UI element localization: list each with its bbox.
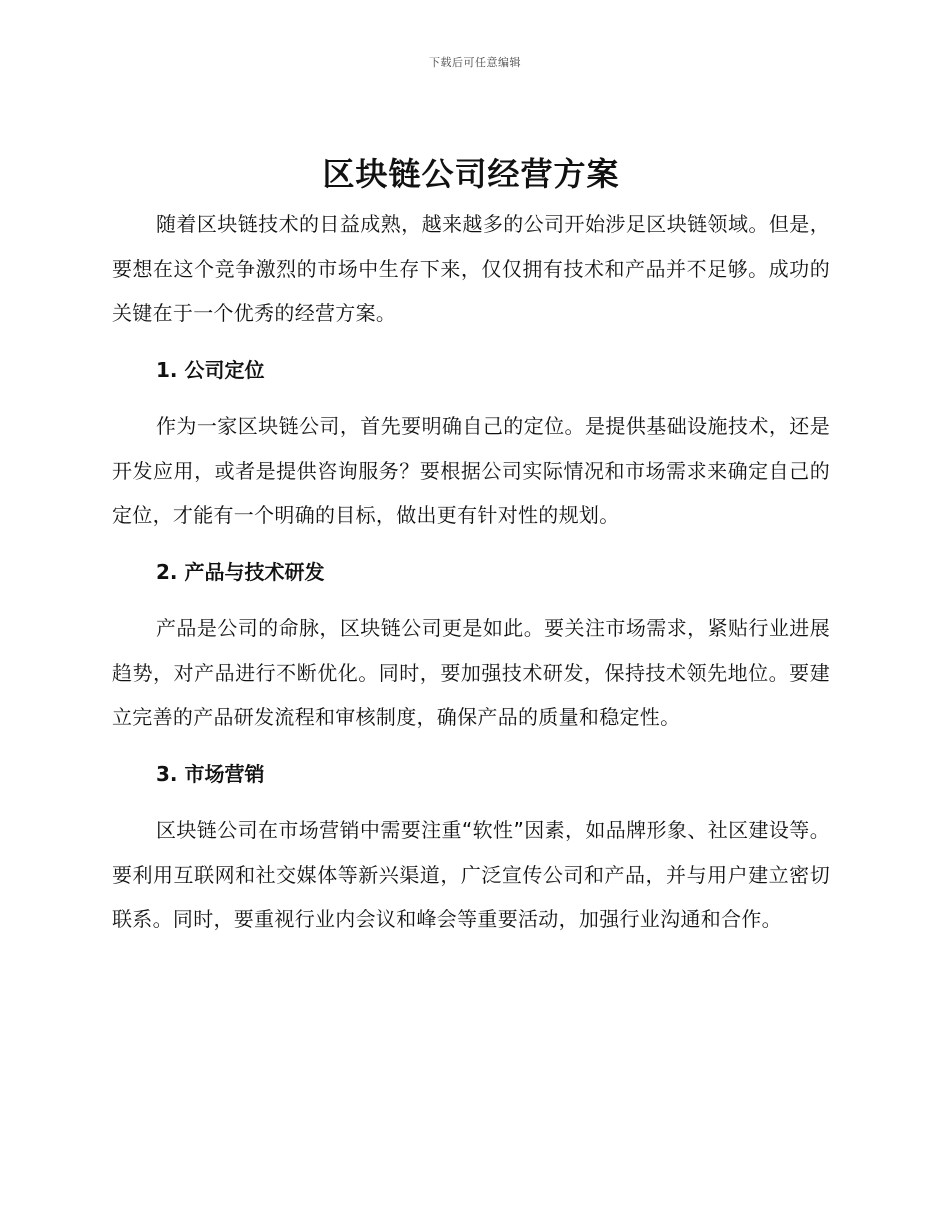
section-heading-product-rnd: 2. 产品与技术研发 (156, 559, 325, 584)
section-body-marketing: 区块链公司在市场营销中需要注重“软性”因素，如品牌形象、社区建设等。要利用互联网和社交媒体等新兴渠道，广泛宣传公司和产品，并与用户建立密切联系。同时，要重视行业内会议和峰会等重要活动，加强行业沟通和合作。 (112, 818, 830, 931)
header-note: 下载后可任意编辑 (429, 56, 521, 69)
document-title: 区块链公司经营方案 (322, 155, 620, 193)
section-heading-marketing: 3. 市场营销 (156, 761, 265, 786)
section-body-product-rnd: 产品是公司的命脉，区块链公司更是如此。要关注市场需求，紧贴行业进展趋势，对产品进行不断优化。同时，要加强技术研发，保持技术领先地位。要建立完善的产品研发流程和审核制度，确保产品的质量和稳定性。 (112, 616, 830, 729)
document-body (112, 150, 830, 942)
intro-paragraph: 随着区块链技术的日益成熟，越来越多的公司开始涉足区块链领域。但是，要想在这个竞争激烈的市场中生存下来，仅仅拥有技术和产品并不足够。成功的关键在于一个优秀的经营方案。 (112, 212, 830, 325)
section-heading-positioning: 1. 公司定位 (156, 357, 265, 382)
section-body-positioning: 作为一家区块链公司，首先要明确自己的定位。是提供基础设施技术，还是开发应用，或者是提供咨询服务？要根据公司实际情况和市场需求来确定自己的定位，才能有一个明确的目标，做出更有针对性的规划。 (112, 414, 830, 527)
